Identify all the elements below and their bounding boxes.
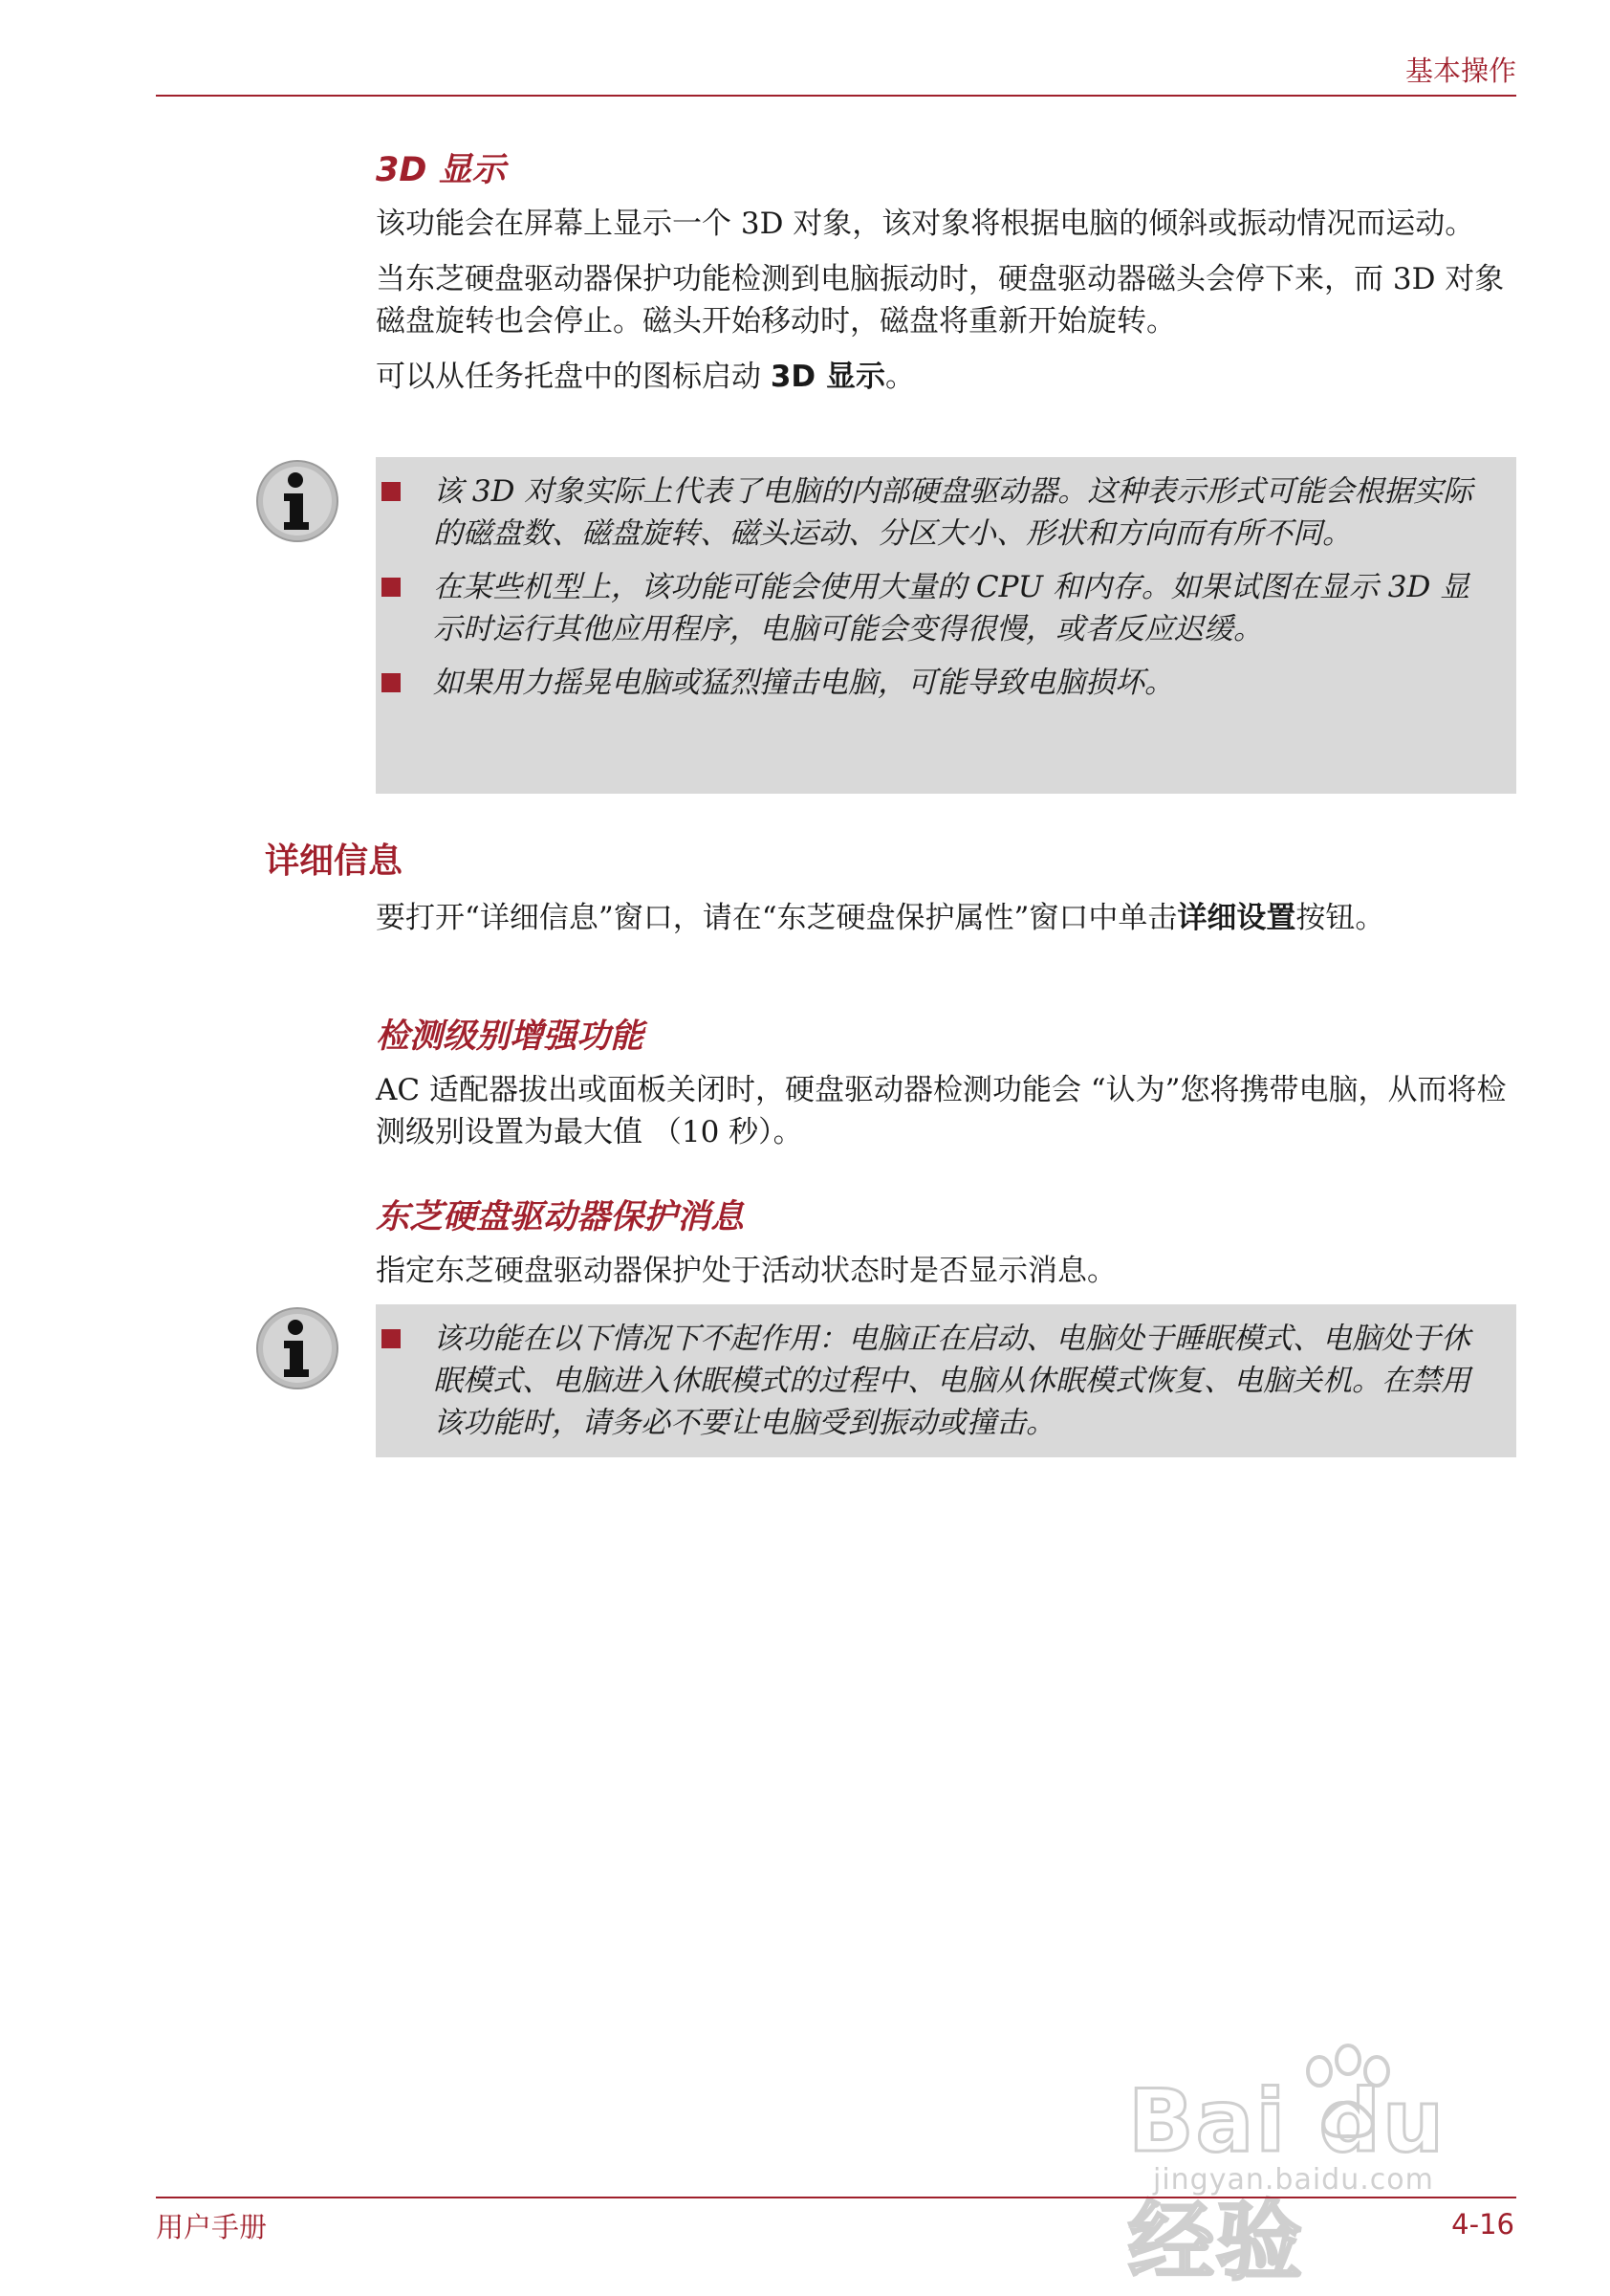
note-text: 该功能在以下情况下不起作用：电脑正在启动、电脑处于睡眠模式、电脑处于休眠模式、电脑进入休眠模式的过程中、电脑从休眠模式恢复、电脑关机。在禁用该功能时，请务必不要让电脑受到振动或撞击。 (433, 1322, 1470, 1440)
paragraph-details (376, 897, 1516, 939)
note-box (376, 1304, 1516, 1457)
note-item (380, 662, 1495, 704)
heading-detection-level: 检测级别增强功能 (376, 1017, 644, 1056)
paragraph: AC 适配器拔出或面板关闭时，硬盘驱动器检测功能会 “认为”您将携带电脑，从而将检测级别设置为最大值 （10 秒）。 (376, 1073, 1507, 1149)
note-text: 在某些机型上，该功能可能会使用大量的 CPU 和内存。如果试图在显示 3D 显示时运行其他应用程序，电脑可能会变得很慢，或者反应迟缓。 (433, 570, 1470, 646)
launch-bold: 3D 显示 (770, 360, 885, 394)
section-protection-message (376, 1191, 1516, 1305)
details-text: 要打开“详细信息”窗口，请在“东芝硬盘保护属性”窗口中单击 (376, 901, 1178, 935)
info-icon (253, 457, 341, 545)
footer-rule (156, 2197, 1516, 2198)
paragraph: 指定东芝硬盘驱动器保护处于活动状态时是否显示消息。 (376, 1254, 1117, 1288)
page-header-title: 基本操作 (1404, 55, 1516, 87)
note-text: 如果用力摇晃电脑或猛烈撞击电脑，可能导致电脑损坏。 (433, 666, 1174, 700)
details-suffix: 按钮。 (1295, 901, 1385, 935)
paragraph: 该功能会在屏幕上显示一个 3D 对象，该对象将根据电脑的倾斜或振动情况而运动。 (376, 207, 1475, 241)
info-icon (253, 1304, 341, 1392)
launch-text: 可以从任务托盘中的图标启动 (376, 360, 771, 394)
bullet-icon (381, 578, 401, 597)
note-box (376, 457, 1516, 794)
watermark-brand: Bai du 经验 (1128, 2071, 1447, 2292)
header-rule (156, 95, 1516, 97)
watermark-url: jingyan.baidu.com (1153, 2163, 1434, 2197)
paragraph: 当东芝硬盘驱动器保护功能检测到电脑振动时，硬盘驱动器磁头会停下来，而 3D 对象磁盘旋转也会停止。磁头开始移动时，磁盘将重新开始旋转。 (376, 262, 1505, 339)
heading-3d-display: 3D 显示 (376, 151, 506, 189)
heading-details: 详细信息 (265, 842, 403, 881)
bullet-icon (381, 673, 401, 692)
note-text: 该 3D 对象实际上代表了电脑的内部硬盘驱动器。这种表示形式可能会根据实际的磁盘数、磁盘旋转、磁头运动、分区大小、形状和方向而有所不同。 (433, 474, 1473, 551)
bullet-icon (381, 1329, 401, 1348)
section-3d-display (376, 143, 1516, 411)
page-number: 4-16 (1451, 2208, 1514, 2241)
bullet-icon (381, 482, 401, 501)
note-item (380, 566, 1495, 650)
footer-title: 用户手册 (156, 2211, 268, 2243)
section-detection-level (376, 1010, 1516, 1167)
section-details (376, 897, 1516, 952)
launch-suffix: 。 (884, 360, 915, 394)
details-bold: 详细设置 (1177, 901, 1296, 935)
note-item (380, 1318, 1495, 1444)
heading-protection-message: 东芝硬盘驱动器保护消息 (376, 1198, 745, 1236)
paragraph-launch (376, 356, 1516, 398)
note-item (380, 470, 1495, 555)
